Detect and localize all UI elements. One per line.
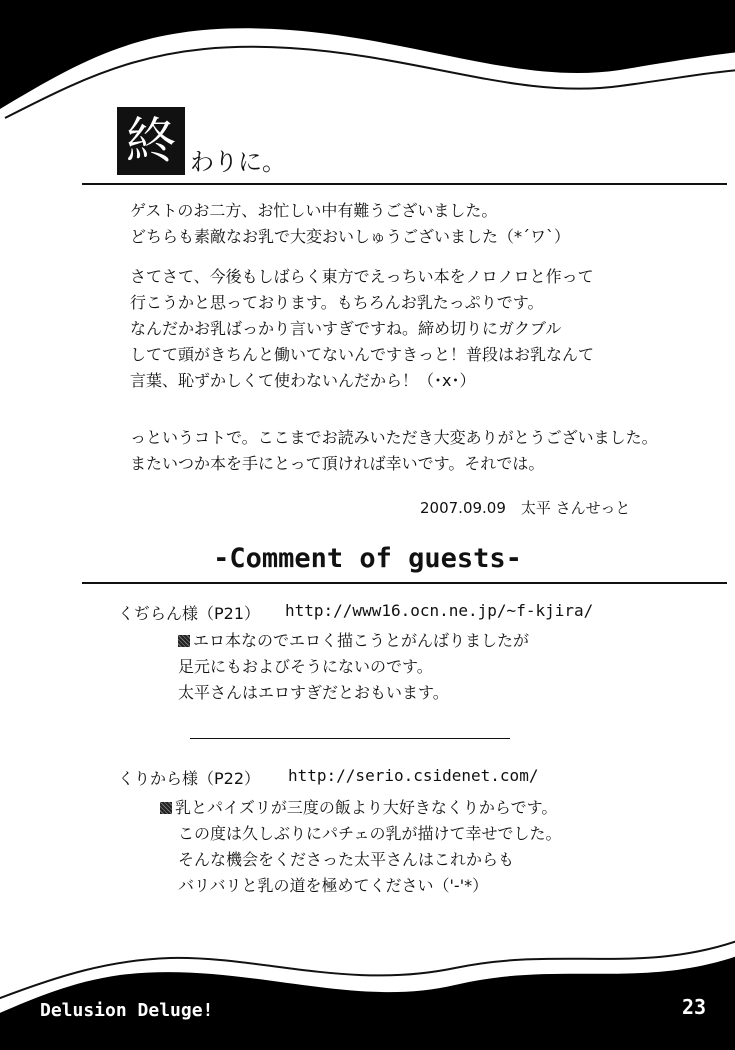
guest-1-url[interactable]: http://www16.ocn.ne.jp/~f-kjira/ <box>285 601 594 620</box>
heading-kanji: 終 <box>126 112 176 170</box>
afterword-paragraph-1 <box>130 198 570 250</box>
guest-2-comment <box>160 795 562 899</box>
comment-line: 乳とパイズリが三度の飯より大好きなくりからです。 <box>160 795 562 821</box>
guest-2-url[interactable]: http://serio.csidenet.com/ <box>288 766 539 785</box>
guest-heading-rule <box>82 582 727 584</box>
comment-mark-icon <box>178 635 190 647</box>
text-line: っというコトで。ここまでお読みいただき大変ありがとうございました。 <box>130 428 658 447</box>
comment-line: 太平さんはエロすぎだとおもいます。 <box>178 683 449 702</box>
guest-comments-heading: -Comment of guests- <box>213 543 522 574</box>
afterword-paragraph-3 <box>130 425 658 477</box>
comment-line: この度は久しぶりにパチェの乳が描けて幸せでした。 <box>178 824 562 843</box>
comment-line: そんな機会をくださった太平さんはこれからも <box>178 850 515 869</box>
heading-rule <box>82 183 727 185</box>
comment-line: エロ本なのでエロく描こうとがんばりましたが <box>178 628 529 654</box>
text-line: 行こうかと思っております。もちろんお乳たっぷりです。 <box>130 293 544 312</box>
guest-1-comment <box>178 628 529 706</box>
guest-2-name: くりから様（P22） <box>118 769 261 788</box>
text-line: 言葉、恥ずかしくて使わないんだから！（･x･） <box>130 371 476 390</box>
text-line: なんだかお乳ばっかり言いすぎですね。締め切りにガクブル <box>130 319 562 338</box>
guest-1-name: くぢらん様（P21） <box>118 604 261 623</box>
comment-mark-icon <box>160 802 172 814</box>
page-number: 23 <box>682 995 707 1019</box>
comment-line: 足元にもおよびそうにないのです。 <box>178 657 433 676</box>
afterword-paragraph-2 <box>130 264 594 394</box>
text-line: さてさて、今後もしばらく東方でえっちい本をノロノロと作って <box>130 267 594 286</box>
guest-divider <box>190 738 510 739</box>
footer-title: Delusion Deluge! <box>40 1000 214 1021</box>
text-line: してて頭がきちんと働いてないんですきっと！普段はお乳なんて <box>130 345 595 364</box>
text-line: ゲストのお二方、お忙しい中有難うございました。 <box>130 201 498 220</box>
signature: 2007.09.09 太平 さんせっと <box>420 499 631 517</box>
text-line: またいつか本を手にとって頂ければ幸いです。それでは。 <box>130 454 545 473</box>
text-line: どちらも素敵なお乳で大変おいしゅうございました（*´ワ`） <box>130 227 571 246</box>
comment-line: バリバリと乳の道を極めてください（'-'*） <box>178 876 489 895</box>
heading-rest: わりに。 <box>190 148 286 176</box>
heading-kanji-box <box>115 107 185 175</box>
